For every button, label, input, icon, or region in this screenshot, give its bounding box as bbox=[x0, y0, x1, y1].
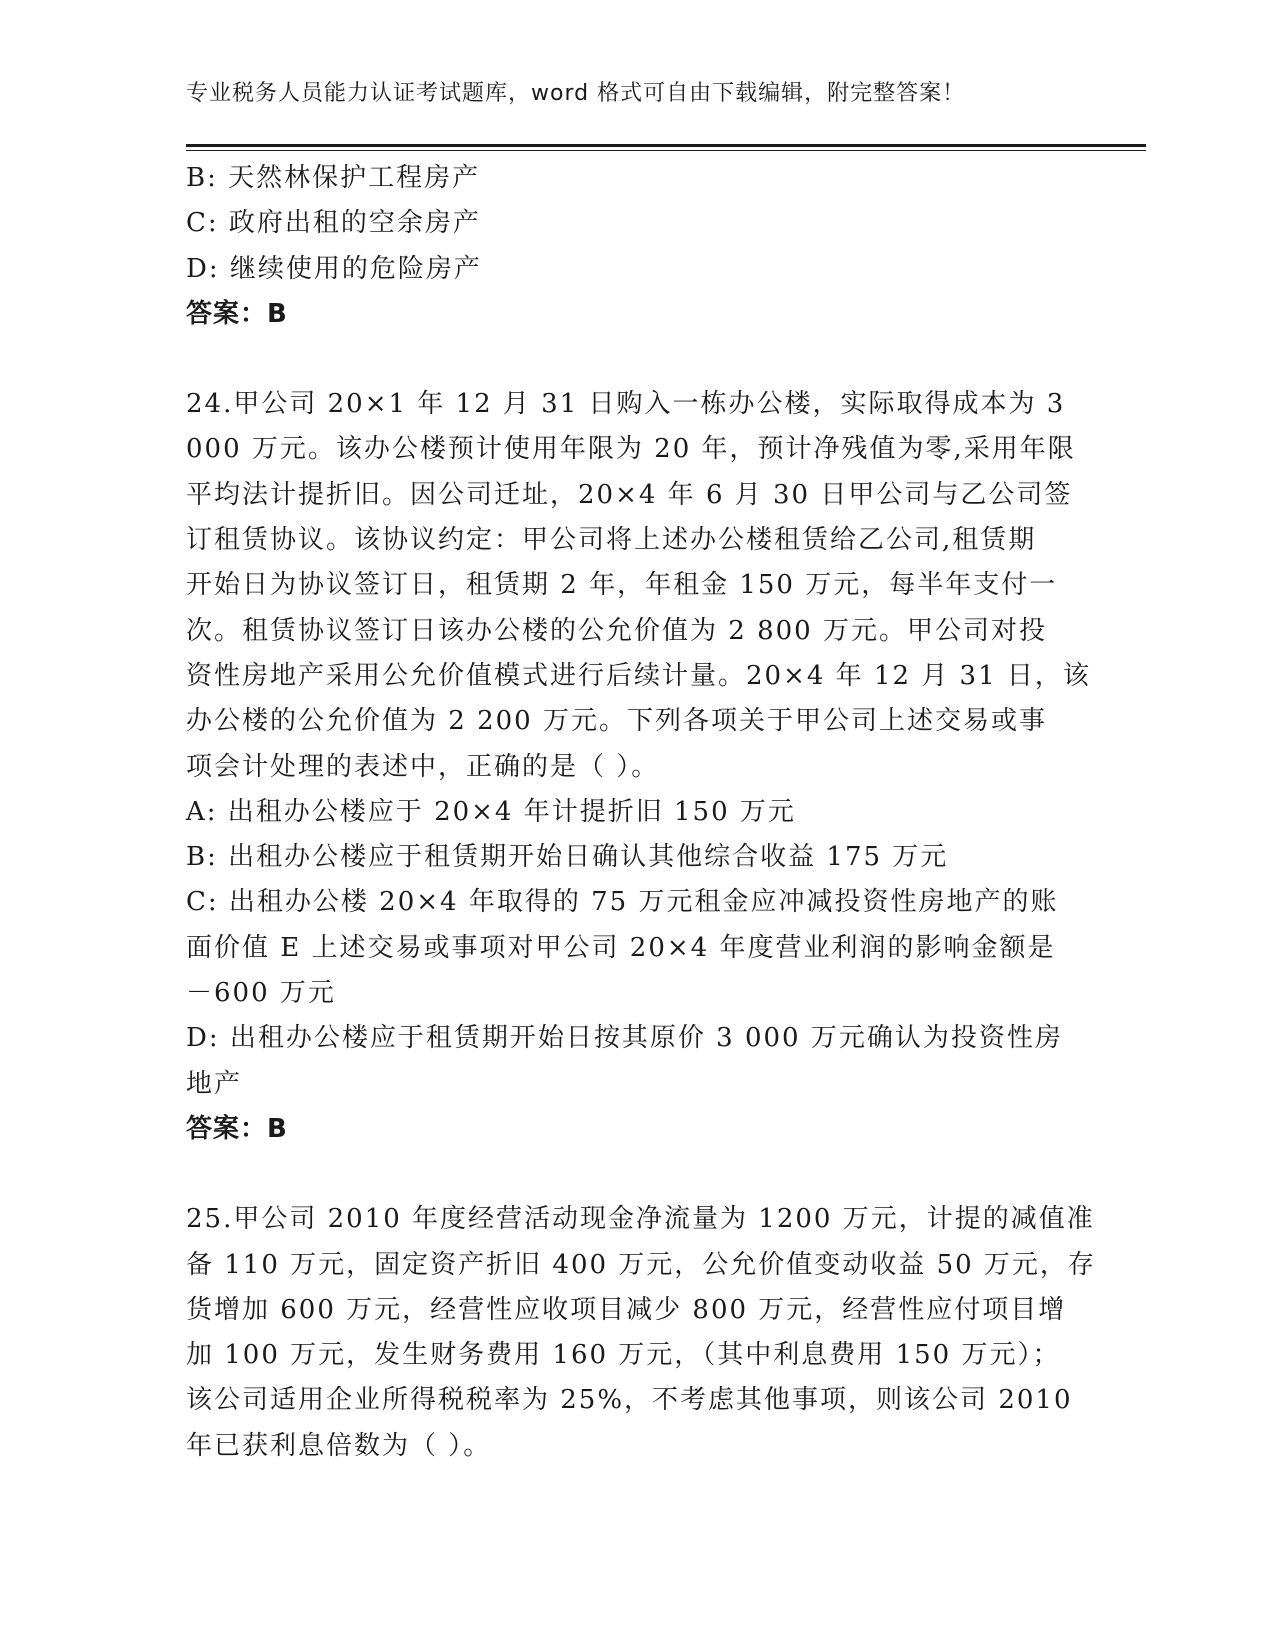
q25-stem-line: 货增加 600 万元，经营性应收项目减少 800 万元，经营性应付项目增 bbox=[186, 1294, 1067, 1325]
q24-option-c-line: 面价值 E 上述交易或事项对甲公司 20×4 年度营业利润的影响金额是 bbox=[186, 932, 1056, 963]
document-body bbox=[186, 156, 1096, 1469]
q24-answer: 答案：B bbox=[186, 1113, 288, 1144]
q24-stem-line: 000 万元。该办公楼预计使用年限为 20 年，预计净残值为零,采用年限 bbox=[186, 434, 1076, 465]
spacer bbox=[186, 337, 1086, 382]
q23-option-c: C: 政府出租的空余房产 bbox=[186, 208, 481, 239]
q23-option-d: D: 继续使用的危险房产 bbox=[186, 253, 482, 284]
q24-option-a: A: 出租办公楼应于 20×4 年计提折旧 150 万元 bbox=[186, 796, 796, 827]
q25-stem-line: 年已获利息倍数为（ ）。 bbox=[186, 1430, 492, 1461]
q24-option-d-line: D: 出租办公楼应于租赁期开始日按其原价 3 000 万元确认为投资性房 bbox=[186, 1023, 1063, 1054]
q24-option-c-line: C: 出租办公楼 20×4 年取得的 75 万元租金应冲减投资性房地产的账 bbox=[186, 887, 1059, 918]
q24-option-c-line: －600 万元 bbox=[186, 978, 336, 1009]
page-header: 专业税务人员能力认证考试题库，word 格式可自由下载编辑，附完整答案！ bbox=[186, 81, 966, 106]
header-divider-thick bbox=[186, 144, 1146, 147]
q24-option-d-line: 地产 bbox=[186, 1068, 243, 1099]
q23-option-b: B: 天然林保护工程房产 bbox=[186, 163, 481, 193]
q24-stem-line: 订租赁协议。该协议约定：甲公司将上述办公楼租赁给乙公司,租赁期 bbox=[186, 525, 1037, 556]
q24-option-c bbox=[186, 880, 1086, 1016]
q24-stem-line: 资性房地产采用公允价值模式进行后续计量。20×4 年 12 月 31 日，该 bbox=[186, 660, 1091, 691]
q25-stem-line: 25.甲公司 2010 年度经营活动现金净流量为 1200 万元，计提的减值准 bbox=[186, 1204, 1095, 1235]
q25-stem-line: 加 100 万元，发生财务费用 160 万元，（其中利息费用 150 万元）； bbox=[186, 1340, 1061, 1371]
q24-stem-line: 24.甲公司 20×1 年 12 月 31 日购入一栋办公楼，实际取得成本为 3 bbox=[186, 389, 1066, 420]
header-divider-thin bbox=[186, 150, 1146, 151]
q23-answer: 答案：B bbox=[186, 298, 288, 329]
spacer bbox=[186, 1152, 1086, 1197]
q24-option-b: B: 出租办公楼应于租赁期开始日确认其他综合收益 175 万元 bbox=[186, 842, 949, 873]
q24-stem-line: 开始日为协议签订日，租赁期 2 年，年租金 150 万元，每半年支付一 bbox=[186, 570, 1058, 601]
q25-stem-line: 备 110 万元，固定资产折旧 400 万元，公允价值变动收益 50 万元，存 bbox=[186, 1249, 1096, 1280]
q24-stem-line: 次。租赁协议签订日该办公楼的公允价值为 2 800 万元。甲公司对投 bbox=[186, 615, 1047, 646]
q25-stem-line: 该公司适用企业所得税税率为 25%，不考虑其他事项，则该公司 2010 bbox=[186, 1385, 1073, 1416]
q25-stem bbox=[186, 1197, 1096, 1469]
q24-option-d bbox=[186, 1016, 1086, 1107]
q24-stem-line: 办公楼的公允价值为 2 200 万元。下列各项关于甲公司上述交易或事 bbox=[186, 706, 1047, 737]
q24-stem-line: 平均法计提折旧。因公司迁址，20×4 年 6 月 30 日甲公司与乙公司签 bbox=[186, 479, 1073, 510]
q24-stem-line: 项会计处理的表述中，正确的是（ ）。 bbox=[186, 751, 660, 782]
q24-stem bbox=[186, 382, 1091, 790]
